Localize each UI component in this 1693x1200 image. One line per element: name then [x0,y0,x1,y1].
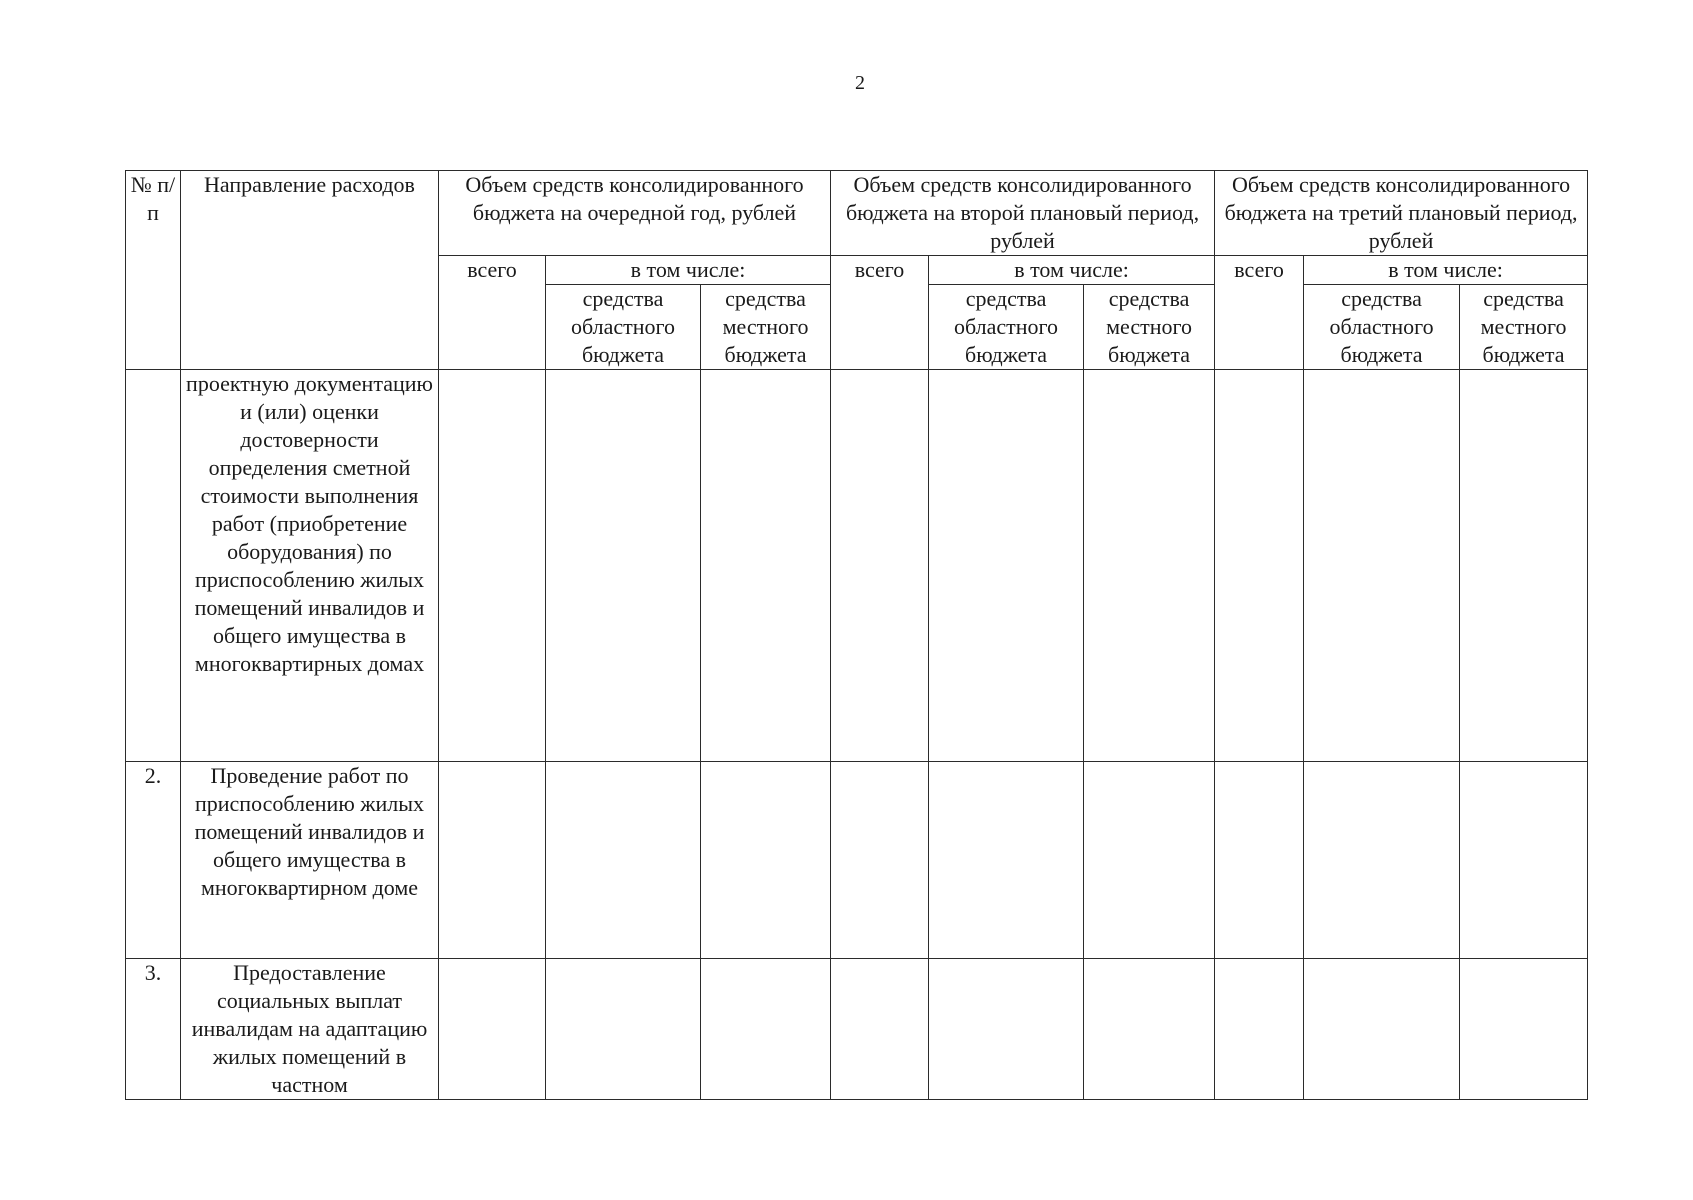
header-including-2: в том числе: [929,256,1215,285]
row-direction: проектную документацию и (или) оценки достоверности определения сметной стоимости выполнения работ (приобретение оборудования) по приспособлению жилых помещений инвалидов и общего имущества в многоквартирных домах [181,370,439,762]
budget-table [125,170,1588,1100]
header-num-col: № п/п [126,171,181,370]
header-local-1: средства местного бюджета [701,285,831,370]
cell-empty [1304,959,1460,1100]
cell-empty [1084,959,1215,1100]
cell-empty [701,370,831,762]
cell-empty [1304,370,1460,762]
cell-empty [1460,959,1588,1100]
cell-empty [929,370,1084,762]
cell-empty [546,762,701,959]
row-num [126,370,181,762]
cell-empty [546,370,701,762]
cell-empty [831,762,929,959]
cell-empty [929,762,1084,959]
header-total-3: всего [1215,256,1304,370]
cell-empty [1215,370,1304,762]
cell-empty [929,959,1084,1100]
header-period-third-plan: Объем средств консолидированного бюджета на третий плановый период, рублей [1215,171,1588,256]
header-regional-2: средства областного бюджета [929,285,1084,370]
cell-empty [1304,762,1460,959]
header-including-1: в том числе: [546,256,831,285]
cell-empty [439,370,546,762]
header-period-second-plan: Объем средств консолидированного бюджета на второй плановый период, рублей [831,171,1215,256]
table-row [126,370,1588,762]
table-row [126,762,1588,959]
cell-empty [701,762,831,959]
cell-empty [1460,762,1588,959]
page-number: 2 [855,72,865,94]
cell-empty [439,762,546,959]
header-local-3: средства местного бюджета [1460,285,1588,370]
cell-empty [1215,762,1304,959]
cell-empty [831,959,929,1100]
cell-empty [439,959,546,1100]
header-row-periods [126,171,1588,256]
cell-empty [1215,959,1304,1100]
header-regional-3: средства областного бюджета [1304,285,1460,370]
row-num: 3. [126,959,181,1100]
header-total-2: всего [831,256,929,370]
cell-empty [1084,370,1215,762]
header-including-3: в том числе: [1304,256,1588,285]
cell-empty [546,959,701,1100]
cell-empty [1460,370,1588,762]
cell-empty [701,959,831,1100]
header-local-2: средства местного бюджета [1084,285,1215,370]
row-direction: Предоставление социальных выплат инвалидам на адаптацию жилых помещений в частном [181,959,439,1100]
header-direction-col: Направление расходов [181,171,439,370]
table-row [126,959,1588,1100]
cell-empty [1084,762,1215,959]
header-regional-1: средства областного бюджета [546,285,701,370]
row-num: 2. [126,762,181,959]
header-total-1: всего [439,256,546,370]
header-period-current-year: Объем средств консолидированного бюджета на очередной год, рублей [439,171,831,256]
row-direction: Проведение работ по приспособлению жилых помещений инвалидов и общего имущества в многоквартирном доме [181,762,439,959]
cell-empty [831,370,929,762]
